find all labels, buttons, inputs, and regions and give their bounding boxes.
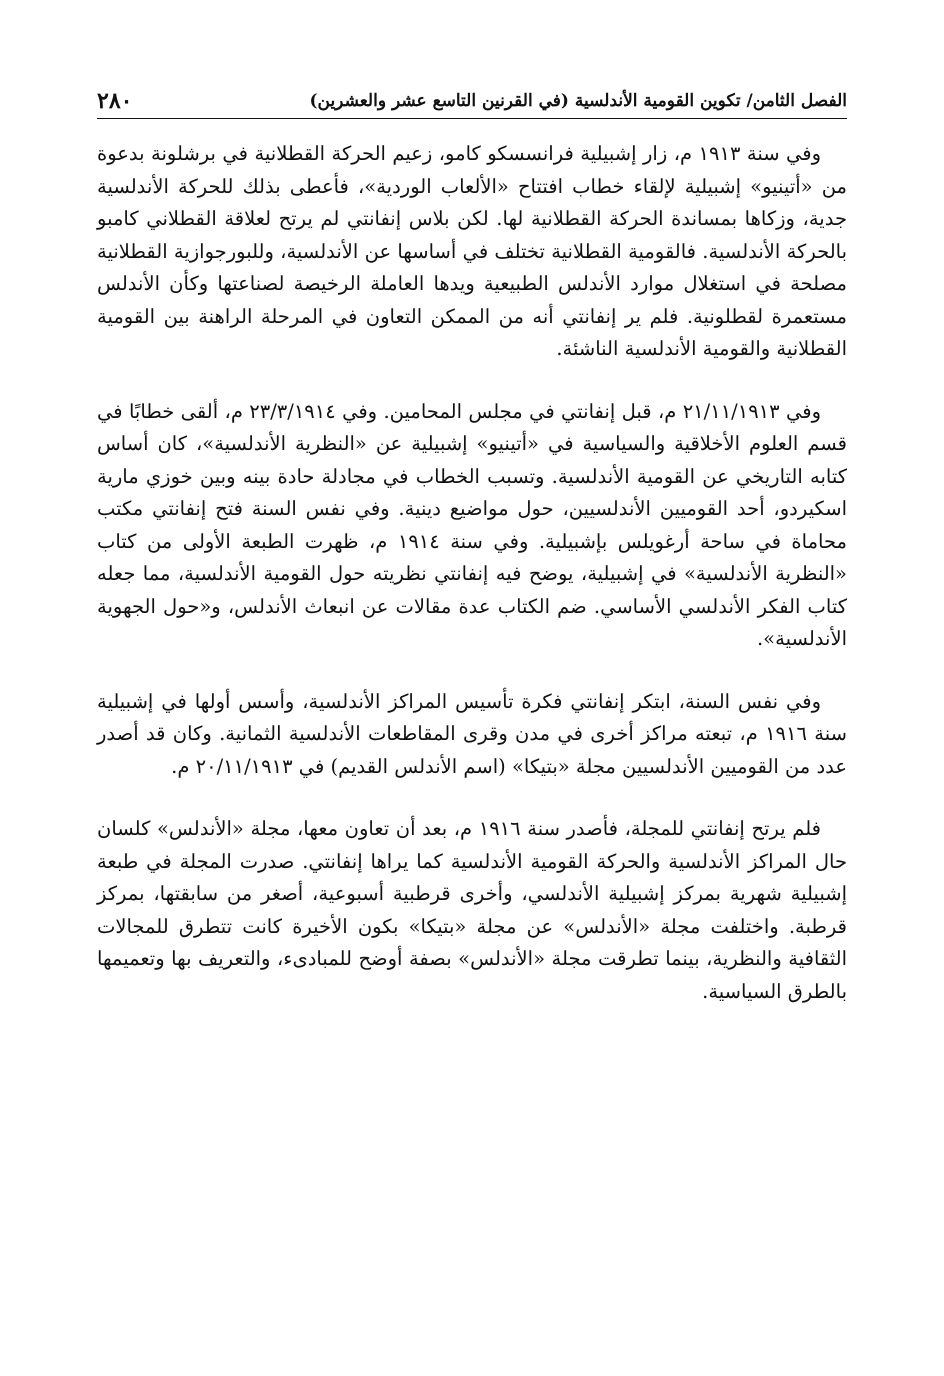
paragraph-4: فلم يرتح إنفانتي للمجلة، فأصدر سنة ١٩١٦ م، بعد أن تعاون معها، مجلة «الأندلس» كلسان حال المراكز الأندلسية والحركة القومية الأندلسية كما يراها إنفانتي. صدرت المجلة في طبعة إشبيلية شهرية بمركز إشبيلية الأندلسي، وأخرى قرطبية أسبوعية، أصغر من سابقتها، بمركز قرطبة. واختلفت مجلة «الأندلس» عن مجلة «بتيكا» بكون الأخيرة كانت تتطرق للمجالات الثقافية والنظرية، بينما تطرقت مجلة «الأندلس» بصفة أوضح للمبادىء، والتعريف بها وتعميمها بالطرق السياسية. <box>97 817 847 1003</box>
paragraph-3: وفي نفس السنة، ابتكر إنفانتي فكرة تأسيس المراكز الأندلسية، وأسس أولها في إشبيلية سنة ١٩١٦ م، تبعته مراكز أخرى في مدن وقرى المقاطعات الأندلسية الثمانية. وكان قد أصدر عدد من القوميين الأندلسيين مجلة «بتيكا» (اسم الأندلس القديم) في ٢٠/١١/١٩١٣ م. <box>97 689 847 778</box>
running-header <box>97 84 847 119</box>
chapter-title: الفصل الثامن/ تكوين القومية الأندلسية (في القرنين التاسع عشر والعشرين) <box>309 91 847 111</box>
paragraph-1: وفي سنة ١٩١٣ م، زار إشبيلية فرانسسكو كامو، زعيم الحركة القطلانية في برشلونة بدعوة من «أتينيو» إشبيلية لإلقاء خطاب افتتاح «الألعاب الوردية»، فأعطى بذلك للحركة الأندلسية جدية، وزكاها بمساندة الحركة القطلانية لها. لكن بلاس إنفانتي لم يرتح لعلاقة القطلاني كامبو بالحركة الأندلسية. فالقومية القطلانية تختلف في أساسها عن الأندلسية، وللبورجوازية القطلانية مصلحة في استغلال موارد الأندلس الطبيعية ويدها العاملة الرخيصة لصناعتها وكأن الأندلس مستعمرة لقطلونية. فلم ير إنفانتي أنه من الممكن التعاون في المرحلة الراهنة بين القومية القطلانية والقومية الأندلسية الناشئة. <box>97 142 847 360</box>
paragraph-2: وفي ٢١/١١/١٩١٣ م، قبل إنفانتي في مجلس المحامين. وفي ٢٣/٣/١٩١٤ م، ألقى خطابًا في قسم العلوم الأخلاقية والسياسية في «أتينيو» إشبيلية عن «النظرية الأندلسية»، كان أساس كتابه التاريخي عن القومية الأندلسية. وتسبب الخطاب في مجادلة حادة بينه وبين خوزي مارية اسكيردو، أحد القوميين الأندلسيين، حول مواضيع دينية. وفي نفس السنة فتح إنفانتي مكتب محاماة في ساحة أرغويلس بإشبيلية. وفي سنة ١٩١٤ م، ظهرت الطبعة الأولى من كتاب «النظرية الأندلسية» في إشبيلية، يوضح فيه إنفانتي نظريته حول القومية الأندلسية، مما جعله كتاب الفكر الأندلسي الأساسي. ضم الكتاب عدة مقالات عن انبعاث الأندلس، و«حول الجهوية الأندلسية». <box>97 399 847 650</box>
page-number: ٢٨٠ <box>97 88 133 114</box>
body-text <box>97 138 847 1038</box>
book-page <box>97 0 847 1376</box>
